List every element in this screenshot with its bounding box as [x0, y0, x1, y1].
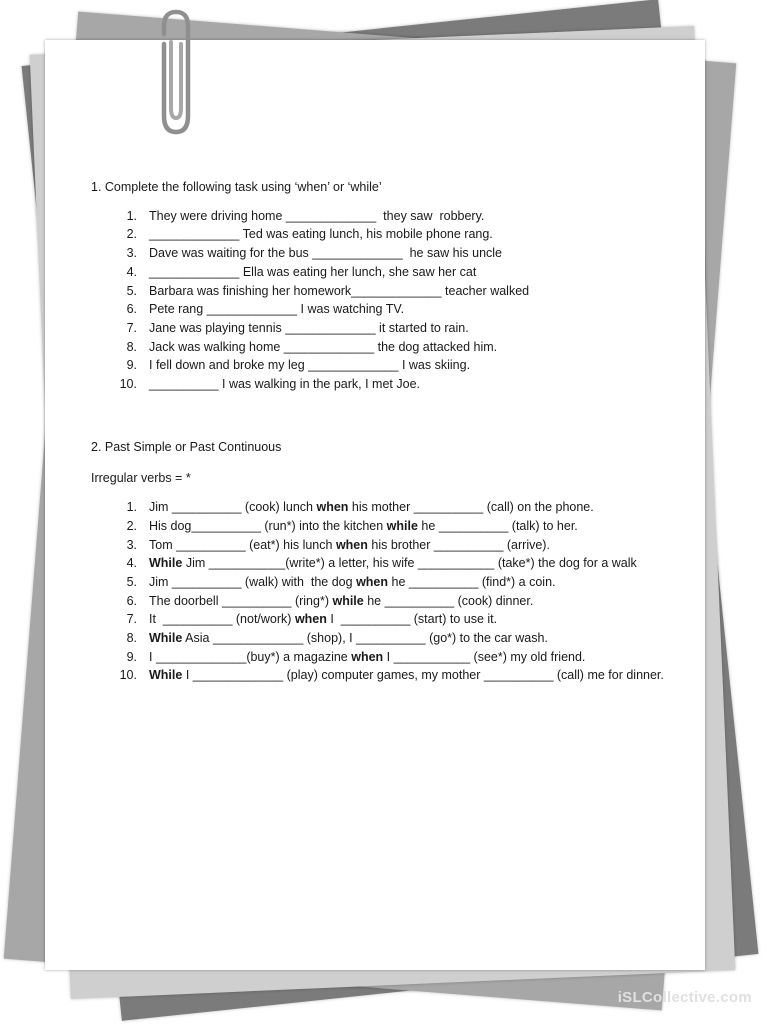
exercise-item	[91, 356, 691, 375]
exercise-item	[91, 554, 691, 573]
exercise-item	[91, 244, 691, 263]
exercise-item	[91, 375, 691, 394]
item-number: 7.	[126, 612, 137, 627]
item-number: 4.	[126, 556, 137, 571]
section2-heading: 2. Past Simple or Past Continuous	[91, 439, 282, 454]
exercise-item	[91, 207, 691, 226]
item-number: 2.	[126, 518, 137, 533]
section2-list	[91, 498, 691, 685]
text-segment: Jane was playing tennis _____________ it started to rain.	[149, 320, 469, 335]
item-text	[137, 536, 550, 555]
item-text	[137, 356, 470, 375]
item-text	[137, 554, 637, 573]
text-segment: I fell down and broke my leg _____________ I was skiing.	[149, 358, 471, 373]
item-text	[137, 263, 476, 282]
item-number: 1.	[126, 500, 137, 515]
keyword: when	[351, 649, 384, 664]
text-segment: They were driving home _____________ they saw robbery.	[149, 208, 485, 223]
item-text	[137, 300, 404, 319]
keyword: when	[356, 574, 389, 589]
text-segment: Barbara was finishing her homework_____________ teacher walked	[149, 283, 530, 298]
keyword: while	[386, 518, 418, 533]
item-text	[137, 666, 664, 685]
exercise-item	[91, 629, 691, 648]
exercise-item	[91, 225, 691, 244]
text-segment: I _____________(buy*) a magazine	[149, 649, 352, 664]
item-number: 4.	[126, 264, 137, 279]
keyword: when	[335, 537, 368, 552]
item-number: 8.	[126, 631, 137, 646]
exercise-item	[91, 300, 691, 319]
text-segment: It __________ (not/work)	[149, 612, 295, 627]
text-segment: Tom __________ (eat*) his lunch	[149, 537, 336, 552]
item-text	[137, 207, 484, 226]
item-number: 8.	[126, 339, 137, 354]
item-text	[137, 244, 502, 263]
exercise-item	[91, 263, 691, 282]
text-segment: Jim ___________(write*) a letter, his wife ___________ (take*) the dog for a walk	[182, 556, 637, 571]
section1-heading: 1. Complete the following task using ‘when’ or ‘while’	[91, 180, 382, 194]
item-number: 1.	[126, 208, 137, 223]
item-text	[137, 225, 493, 244]
exercise-item	[91, 573, 691, 592]
section2-subheading: Irregular verbs = *	[91, 471, 191, 486]
item-text	[137, 573, 556, 592]
item-number: 6.	[126, 593, 137, 608]
text-segment: Dave was waiting for the bus _____________ he saw his uncle	[149, 246, 503, 261]
keyword: when	[294, 612, 327, 627]
text-segment: His dog__________ (run*) into the kitchen	[149, 518, 387, 533]
keyword: While	[149, 556, 183, 571]
item-number: 6.	[126, 302, 137, 317]
exercise-item	[91, 282, 691, 301]
item-number: 3.	[126, 537, 137, 552]
item-number: 5.	[126, 574, 137, 589]
exercise-item	[91, 498, 691, 517]
text-segment: his brother __________ (arrive).	[367, 537, 550, 552]
text-segment: Jim __________ (cook) lunch	[149, 500, 317, 515]
item-number: 7.	[126, 320, 137, 335]
text-segment: he __________ (find*) a coin.	[388, 574, 556, 589]
text-segment: his mother __________ (call) on the phone.	[348, 500, 594, 515]
item-text	[137, 648, 585, 667]
exercise-item	[91, 338, 691, 357]
worksheet-content	[91, 178, 691, 685]
keyword: when	[316, 500, 349, 515]
text-segment: he __________ (talk) to her.	[417, 518, 578, 533]
text-segment: I ___________ (see*) my old friend.	[383, 649, 586, 664]
item-number: 9.	[126, 649, 137, 664]
item-text	[137, 610, 497, 629]
watermark: iSLCollective.com	[617, 989, 752, 1006]
text-segment: _____________ Ella was eating her lunch, she saw her cat	[149, 264, 477, 279]
text-segment: he __________ (cook) dinner.	[363, 593, 534, 608]
item-number: 10.	[119, 668, 137, 683]
item-number: 3.	[126, 246, 137, 261]
text-segment: Jack was walking home _____________ the dog attacked him.	[149, 339, 498, 354]
keyword: while	[332, 593, 364, 608]
item-text	[137, 319, 469, 338]
text-segment: Jim __________ (walk) with the dog	[149, 574, 357, 589]
exercise-item	[91, 517, 691, 536]
exercise-item	[91, 666, 691, 685]
exercise-item	[91, 319, 691, 338]
keyword: While	[149, 668, 183, 683]
item-text	[137, 592, 533, 611]
item-text	[137, 375, 420, 394]
text-segment: _____________ Ted was eating lunch, his mobile phone rang.	[149, 227, 493, 242]
text-segment: The doorbell __________ (ring*)	[149, 593, 333, 608]
text-segment: I __________ (start) to use it.	[326, 612, 498, 627]
item-text	[137, 629, 548, 648]
exercise-item	[91, 592, 691, 611]
item-number: 9.	[126, 358, 137, 373]
item-text	[137, 282, 529, 301]
item-text	[137, 517, 578, 536]
item-text	[137, 498, 594, 517]
text-segment: I _____________ (play) computer games, my mother __________ (call) me for dinner.	[182, 668, 664, 683]
item-text	[137, 338, 497, 357]
exercise-item	[91, 648, 691, 667]
section1-list	[91, 207, 691, 394]
text-segment: Asia _____________ (shop), I __________ (go*) to the car wash.	[182, 631, 548, 646]
text-segment: __________ I was walking in the park, I met Joe.	[149, 377, 420, 392]
exercise-item	[91, 536, 691, 555]
item-number: 5.	[126, 283, 137, 298]
paperclip-icon	[152, 4, 202, 139]
text-segment: Pete rang _____________ I was watching TV.	[149, 302, 405, 317]
keyword: While	[149, 631, 183, 646]
item-number: 2.	[126, 227, 137, 242]
exercise-item	[91, 610, 691, 629]
item-number: 10.	[119, 377, 137, 392]
